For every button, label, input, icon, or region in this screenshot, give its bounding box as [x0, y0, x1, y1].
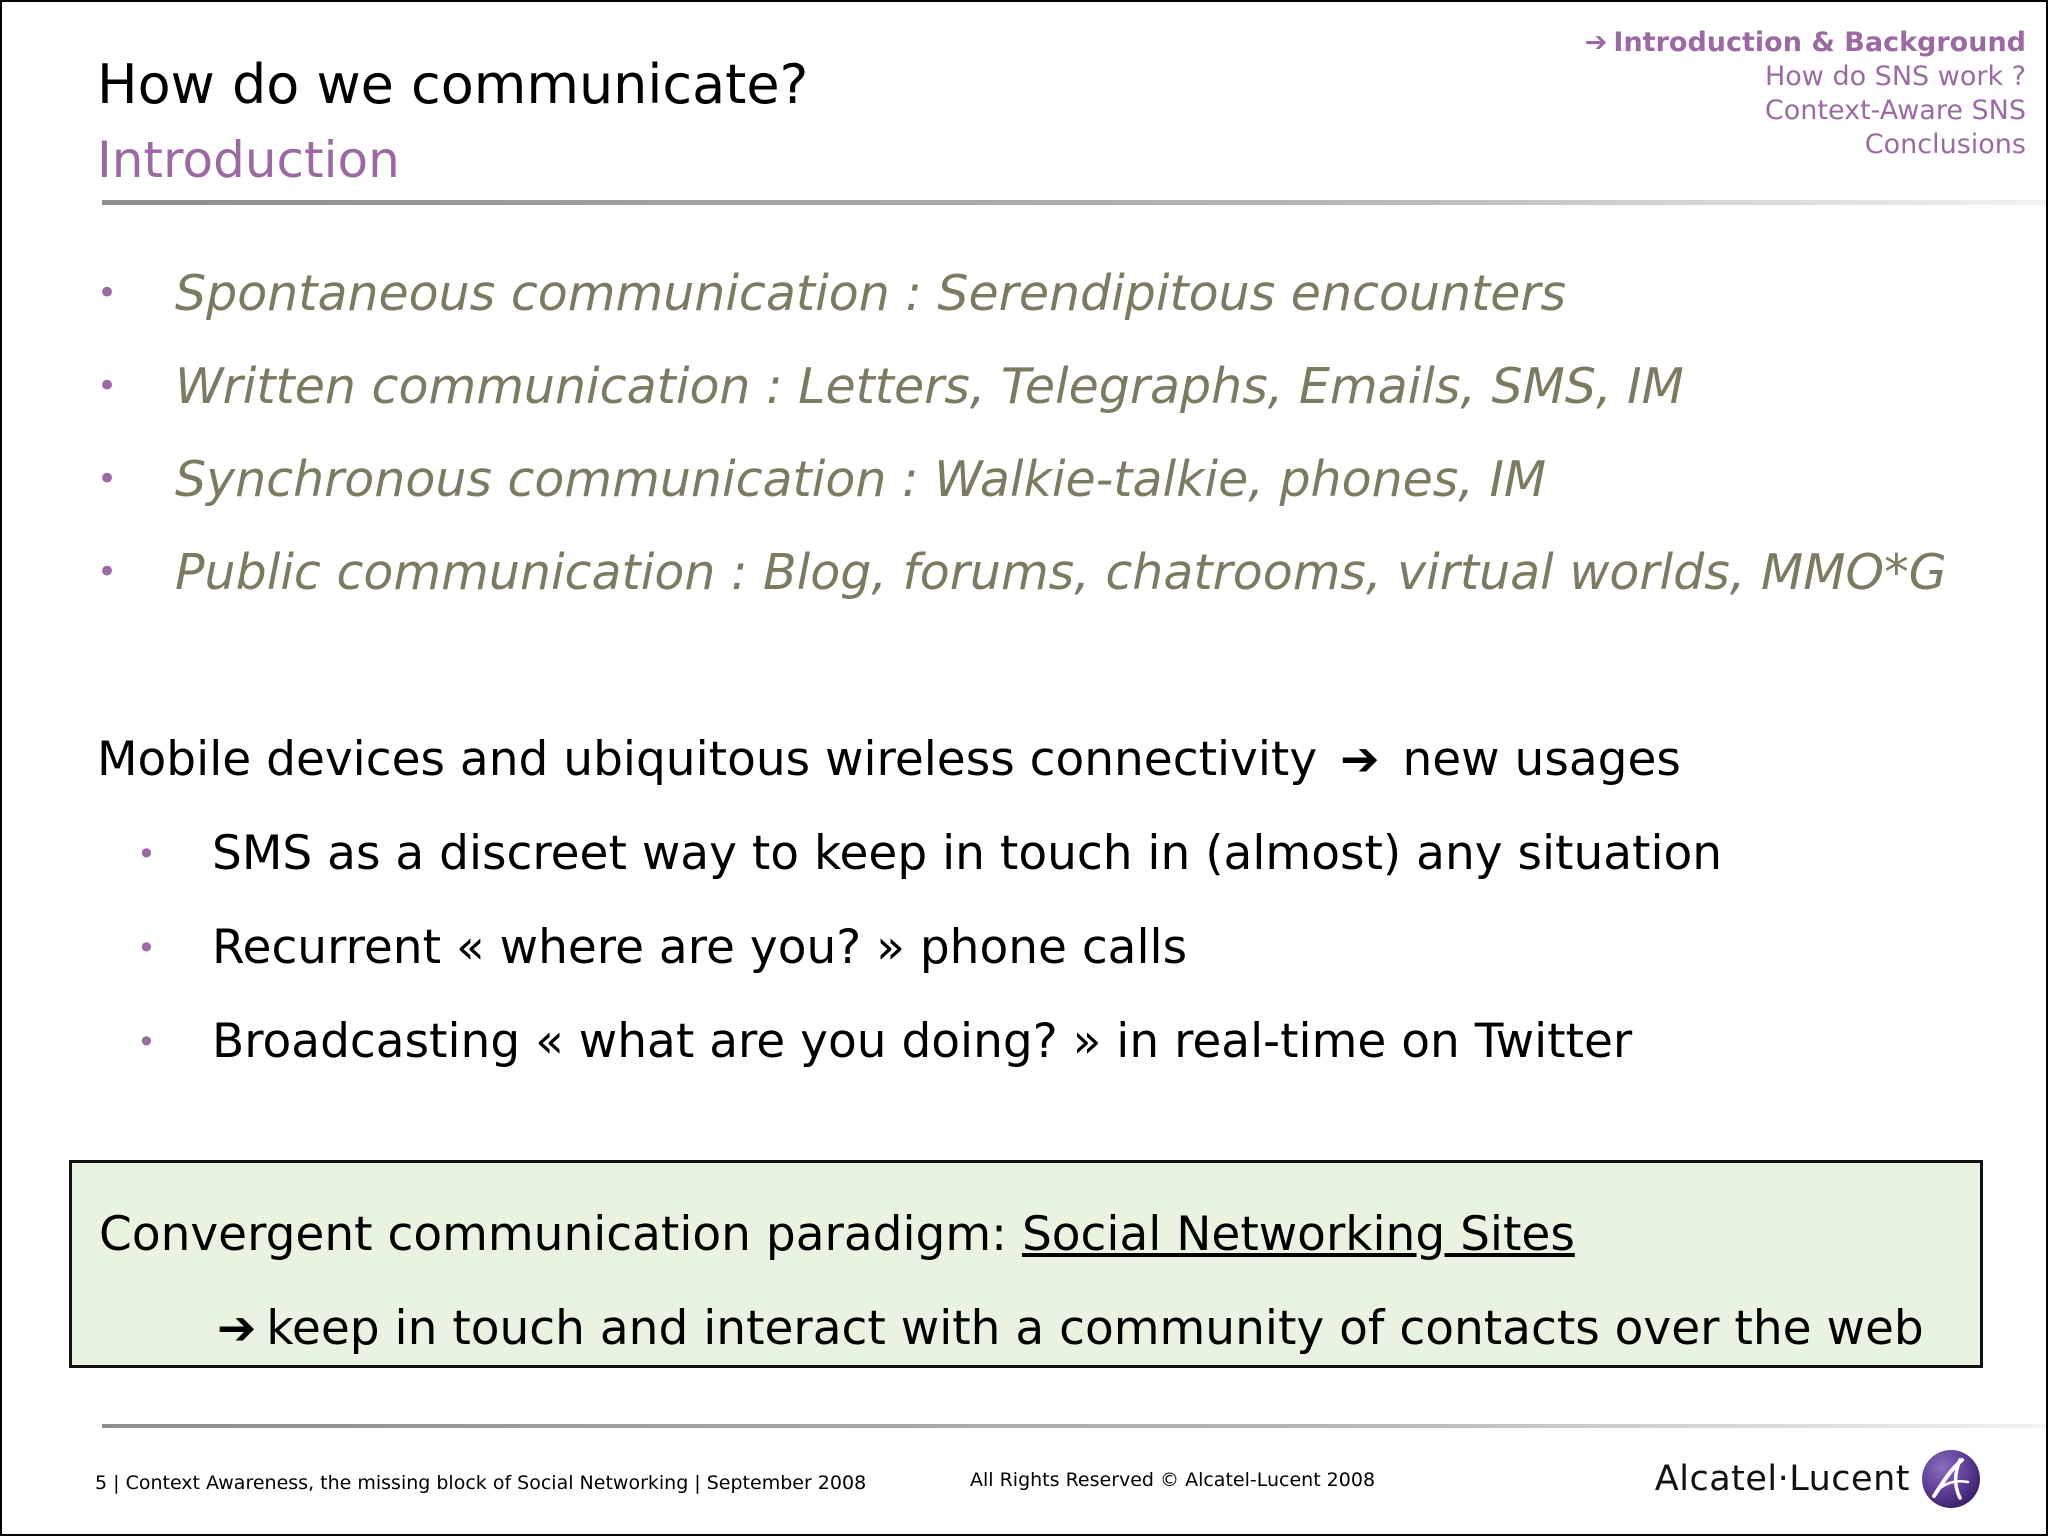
callout-detail: [217, 1297, 1924, 1361]
header-divider: [102, 200, 2047, 205]
mobile-usage-list: [137, 807, 1987, 1089]
page-subtitle: Introduction: [97, 131, 400, 189]
arrow-right-icon: ➔: [217, 1301, 257, 1356]
callout-detail-text: keep in touch and interact with a community of contacts over the web: [266, 1301, 1924, 1356]
list-item-text: Public communication : Blog, forums, chatrooms, virtual worlds, MMO*G: [175, 544, 1947, 601]
list-item-text: Written communication : Letters, Telegraphs, Emails, SMS, IM: [175, 358, 1684, 415]
bullet-icon: •: [97, 366, 118, 406]
convergence-callout-box: [69, 1160, 1983, 1368]
list-item-text: SMS as a discreet way to keep in touch in (almost) any situation: [212, 826, 1723, 881]
logo-text: Alcatel·Lucent: [1654, 1459, 1910, 1499]
mobile-lead-text: Mobile devices and ubiquitous wireless connectivity: [97, 732, 1318, 787]
list-item: [137, 901, 1987, 995]
toc-item-conclusions[interactable]: Conclusions: [1864, 129, 2026, 160]
page-title: How do we communicate?: [97, 53, 809, 116]
footer-divider: [102, 1424, 2047, 1428]
list-item: [97, 340, 2017, 433]
list-item-text: Recurrent « where are you? » phone calls: [212, 920, 1188, 975]
bullet-icon: •: [137, 835, 156, 873]
bullet-icon: •: [137, 929, 156, 967]
social-networking-sites-link[interactable]: Social Networking Sites: [1021, 1207, 1575, 1262]
footer-copyright: All Rights Reserved © Alcatel-Lucent 2008: [970, 1469, 1376, 1491]
list-item-text: Spontaneous communication : Serendipitous encounters: [175, 265, 1567, 322]
mobile-result-text: new usages: [1402, 732, 1681, 787]
communication-types-list: [97, 247, 2017, 619]
toc-item-introduction[interactable]: [1585, 26, 2026, 60]
callout-heading: [99, 1203, 1575, 1267]
bullet-icon: •: [97, 459, 118, 499]
toc-item-how-sns-work[interactable]: How do SNS work ?: [1764, 61, 2026, 92]
list-item-text: Broadcasting « what are you doing? » in real-time on Twitter: [212, 1014, 1633, 1069]
toc-item-label: Introduction & Background: [1613, 27, 2026, 58]
footer-slide-info: 5 | Context Awareness, the missing block of Social Networking | September 2008: [95, 1472, 867, 1494]
section-navigation: [1585, 26, 2026, 162]
bullet-icon: •: [97, 273, 118, 313]
toc-item-context-aware-sns[interactable]: Context-Aware SNS: [1764, 95, 2026, 126]
alcatel-lucent-logo-icon: [1920, 1448, 1982, 1510]
callout-lead-text: Convergent communication paradigm:: [99, 1207, 1022, 1262]
mobile-usage-heading: [97, 724, 1681, 796]
list-item: [97, 433, 2017, 526]
list-item: [137, 995, 1987, 1089]
company-logo: [1655, 1448, 1982, 1510]
list-item: [97, 247, 2017, 340]
list-item-text: Synchronous communication : Walkie-talkie, phones, IM: [175, 451, 1547, 508]
bullet-icon: •: [137, 1023, 156, 1061]
list-item: [97, 526, 2017, 619]
bullet-icon: •: [97, 552, 118, 592]
arrow-right-icon: ➔: [1584, 27, 1608, 58]
arrow-right-icon: ➔: [1340, 732, 1380, 787]
list-item: [137, 807, 1987, 901]
